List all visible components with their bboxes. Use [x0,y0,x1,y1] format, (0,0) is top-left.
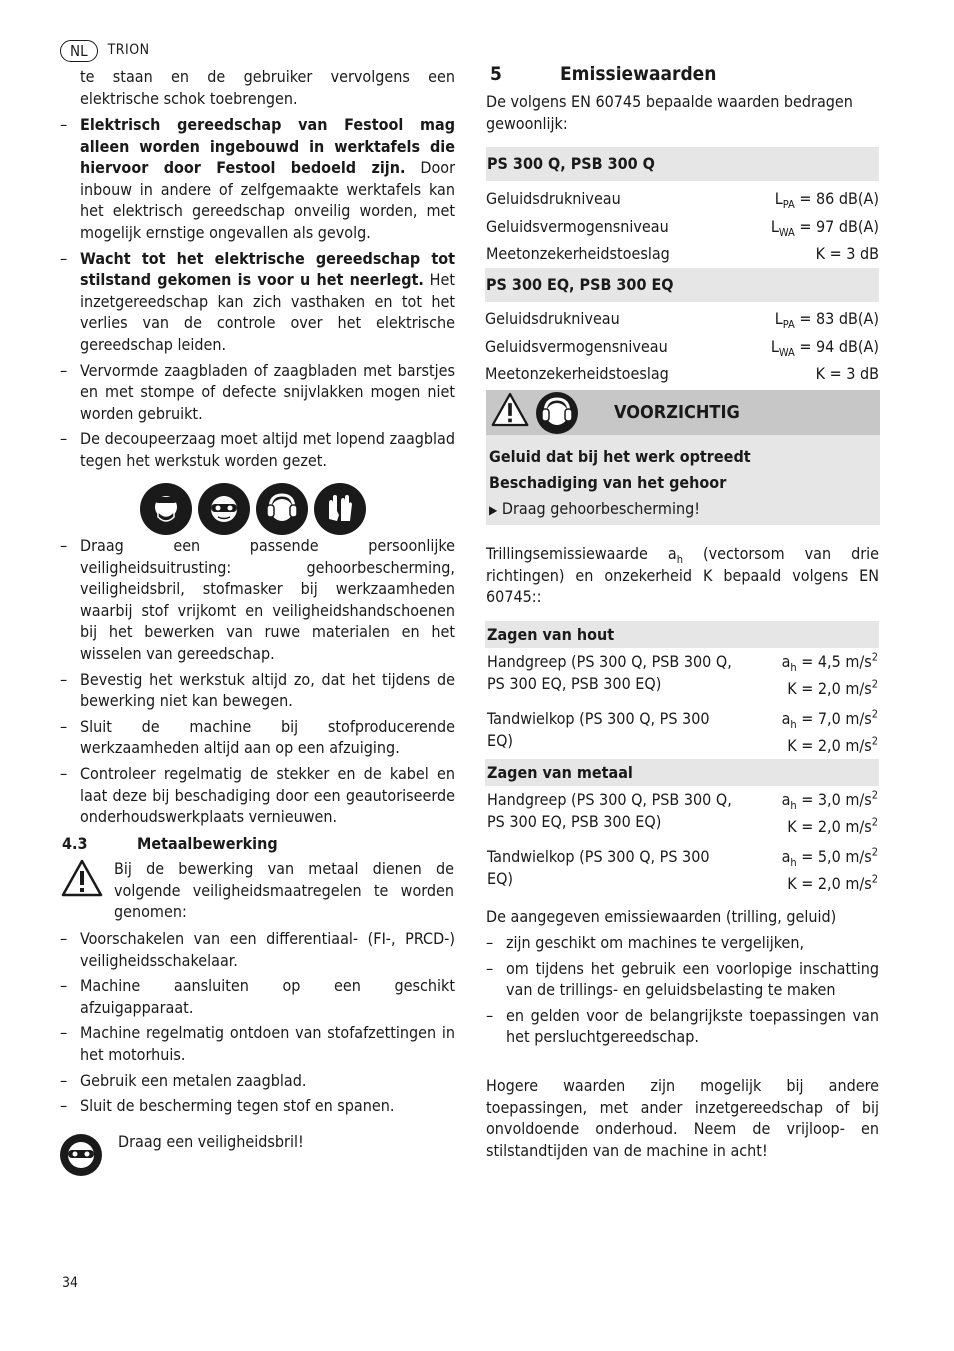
safety-gloves-icon [314,483,366,535]
table-title: Zagen van hout [485,621,879,648]
emission-note-intro: De aangegeven emissiewaarden (trilling, geluid) [486,907,837,926]
list-item: – Sluit de bescherming tegen stof en spanen. [60,1095,455,1117]
ear-protection-icon [256,483,308,535]
safety-goggles-icon [60,1134,102,1176]
table-row: Handgreep (PS 300 Q, PSB 300 Q, PS 300 EQ, PSB 300 EQ) $a_h = 4,5$ $m/s^2$ K = 2,0 $m/s^2$ [487,650,878,698]
table-row: Geluidsdrukniveau $L_{PA} = 83$ dB(A) [485,309,879,332]
table-title: PS 300 Q, PSB 300 Q [486,147,879,181]
caution-title: VOORZICHTIG [614,401,740,423]
section-title: Metaalbewerking [137,834,278,853]
table-row: Geluidsvermogensniveau $L_{WA} = 94$ dB(A) [485,336,879,359]
caution-line: Geluid dat bij het werk optreedt [489,447,751,466]
table-row: Tandwielkop (PS 300 Q, PS 300 EQ) $a_h = 7,0$ $m/s^2$ K = 2,0 $m/s^2$ [487,707,878,755]
safety-goggles-icon [198,483,250,535]
warning-text: Bij de bewerking van metaal dienen de volgende veiligheidsmaatregelen te worden genomen: [114,859,454,922]
vibration-table [485,621,879,759]
table-row: Handgreep (PS 300 Q, PSB 300 Q, PS 300 EQ, PSB 300 EQ) $a_h = 3,0$ $m/s^2$ K = 2,0 $m/s^2$ [487,788,878,836]
table-row: Meetonzekerheidstoeslag K = 3 dB [486,244,879,263]
table-row: Meetonzekerheidstoeslag K = 3 dB [485,364,879,383]
list-item: – Wacht tot het elektrische gereedschap tot stilstand gekomen is voor u het neerlegt. Het inzetgereedschap kan zich vasthaken en tot het verlies van de controle over het elektrische gereedschap leiden. [60,248,455,356]
ear-protection-icon [536,392,578,434]
warning-triangle-icon [490,391,530,434]
table-row: Geluidsdrukniveau $L_{PA} = 86$ dB(A) [486,189,879,212]
list-item: – Machine aansluiten op een geschikt afzuigapparaat. [60,975,455,1018]
list-item: – zijn geschikt om machines te vergelijken, [486,932,879,954]
table-title: Zagen van metaal [485,759,879,786]
table-row: Tandwielkop (PS 300 Q, PS 300 EQ) $a_h = 5,0$ $m/s^2$ K = 2,0 $m/s^2$ [487,845,878,893]
list-item: – om tijdens het gebruik een voorlopige inschatting van de trillings- en geluidsbelasting te maken [486,958,879,1001]
noise-table [486,147,879,268]
arrow-right-icon: ▶ [489,503,498,517]
section-number: 4.3 [62,834,88,853]
list-item: – Controleer regelmatig de stekker en de kabel en laat deze bij beschadiging door een geautoriseerde onderhoudswerkplaats vernieuwen. [60,763,455,828]
table-title: PS 300 EQ, PSB 300 EQ [485,268,879,302]
section-4-3-heading [62,833,278,855]
noise-table [485,268,879,388]
intro-text: te staan en de gebruiker vervolgens een elektrische schok toebrengen. [80,67,455,108]
list-item: – Elektrisch gereedschap van Festool mag alleen worden ingebouwd in werktafels die hiervoor door Festool bedoeld zijn. Door inbouw in andere of zelfgemaakte werktafels kan het elektrisch gereedschap onveilig worden, met mogelijk ernstige ongevallen als gevolg. [60,114,455,244]
language-badge: NL [60,40,98,62]
goggles-note [60,1134,304,1176]
safety-list-2 [60,535,455,828]
caution-action: ▶ Draag gehoorbescherming! [489,499,700,518]
left-column [80,66,455,109]
metal-warning [60,858,455,923]
vibration-intro: Trillingsemissiewaarde $a_h$ (vectorsom van drie richtingen) en onzekerheid K bepaald volgens EN 60745:: [486,544,879,607]
caution-header [486,390,880,435]
ppe-icon-row [140,483,366,535]
metal-list [60,928,455,1117]
list-item: – De decoupeerzaag moet altijd met lopend zaagblad tegen het werkstuk worden gezet. [60,428,455,471]
safety-list-1 [60,114,455,472]
caution-box [486,390,880,525]
list-item: – en gelden voor de belangrijkste toepassingen van het persluchtgereedschap. [486,1005,879,1048]
list-item: – Bevestig het werkstuk altijd zo, dat het tijdens de bewerking niet kan bewegen. [60,669,455,712]
emission-note-list [486,932,879,1048]
list-item: – Voorschakelen van een differentiaal- (FI-, PRCD-) veiligheidsschakelaar. [60,928,455,971]
goggles-note-text: Draag een veiligheidsbril! [118,1132,304,1151]
product-name: TRION [107,42,150,59]
emission-intro: De volgens EN 60745 bepaalde waarden bedragen gewoonlijk: [486,92,853,133]
page-number: 34 [62,1275,79,1291]
list-item: – Machine regelmatig ontdoen van stofafzettingen in het motorhuis. [60,1022,455,1065]
section-number: 5 [490,63,502,85]
section-title: Emissiewaarden [560,63,717,85]
list-item: – Vervormde zaagbladen of zaagbladen met barstjes en met stompe of defecte snijvlakken mogen niet worden gebruikt. [60,360,455,425]
vibration-table [485,759,879,897]
section-5-heading [490,64,716,86]
caution-line: Beschadiging van het gehoor [489,473,727,492]
dust-mask-icon [140,483,192,535]
page-header [60,40,150,62]
list-item: – Gebruik een metalen zaagblad. [60,1070,455,1092]
closing-paragraph: Hogere waarden zijn mogelijk bij andere toepassingen, met ander inzetgereedschap of bij onvoldoende onderhoud. Neem de vrijloop- en stilstandtijden van de machine in acht! [486,1076,879,1160]
list-item: – Sluit de machine bij stofproducerende werkzaamheden altijd aan op een afzuiging. [60,716,455,759]
table-row: Geluidsvermogensniveau $L_{WA} = 97$ dB(A) [486,216,879,239]
warning-triangle-icon [60,858,104,923]
list-item: – Draag een passende persoonlijke veiligheidsuitrusting: gehoorbescherming, veiligheidsbril, stofmasker bij werkzaamheden waarbij stof vrijkomt en veiligheidshandschoenen bij het bewerken van ruwe materialen en het wisselen van gereedschap. [60,535,455,665]
